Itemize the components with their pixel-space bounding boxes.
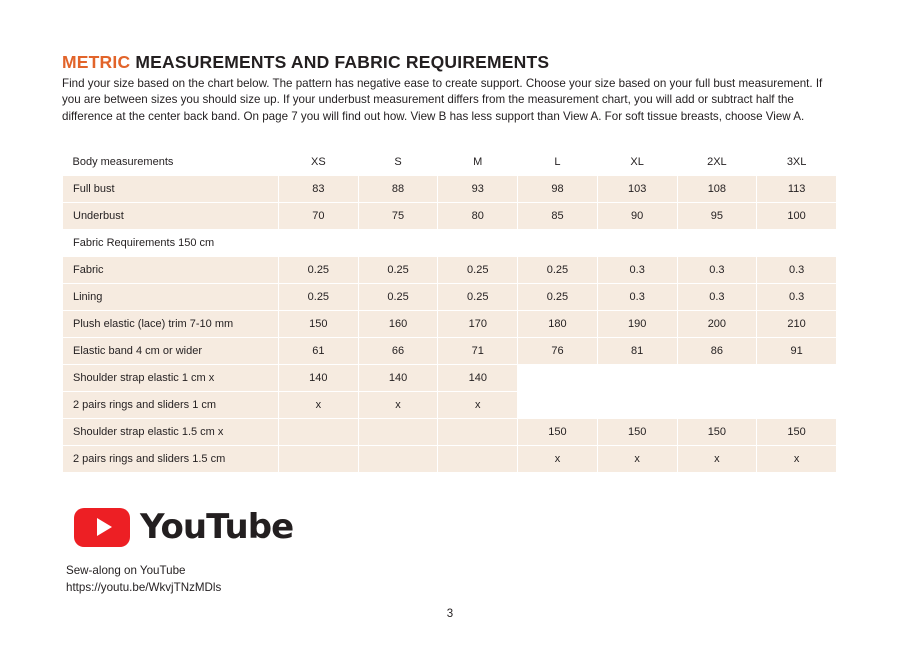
- column-header-size: L: [518, 149, 598, 176]
- table-cell: x: [279, 392, 359, 419]
- table-cell: 160: [358, 311, 438, 338]
- table-cell: 0.25: [518, 284, 598, 311]
- youtube-wordmark: YouTube: [140, 507, 294, 548]
- table-cell: 0.3: [677, 257, 757, 284]
- table-cell: 88: [358, 176, 438, 203]
- table-cell: 81: [597, 338, 677, 365]
- table-row: [63, 257, 837, 284]
- table-cell: 93: [438, 176, 518, 203]
- table-cell: 0.25: [358, 284, 438, 311]
- table-row: [63, 176, 837, 203]
- table-cell: 91: [757, 338, 837, 365]
- table-cell: 0.3: [757, 284, 837, 311]
- table-cell: 150: [279, 311, 359, 338]
- row-label: Elastic band 4 cm or wider: [63, 338, 279, 365]
- table-cell: 103: [597, 176, 677, 203]
- table-cell-empty: [757, 365, 837, 392]
- table-cell: 150: [597, 419, 677, 446]
- table-cell-empty: [757, 392, 837, 419]
- table-row: [63, 419, 837, 446]
- column-header-size: XS: [279, 149, 359, 176]
- page-title: [62, 52, 838, 73]
- table-row: [63, 338, 837, 365]
- row-label: Shoulder strap elastic 1 cm x: [63, 365, 279, 392]
- table-cell-empty: [597, 392, 677, 419]
- table-section-row: [63, 230, 837, 257]
- table-cell-empty: [438, 419, 518, 446]
- column-header-size: 2XL: [677, 149, 757, 176]
- table-cell-empty: [279, 419, 359, 446]
- table-cell: 140: [438, 365, 518, 392]
- table-cell-empty: [677, 392, 757, 419]
- table-cell: 140: [358, 365, 438, 392]
- row-label: Plush elastic (lace) trim 7-10 mm: [63, 311, 279, 338]
- measurements-table: [62, 149, 837, 473]
- table-cell: 0.25: [438, 257, 518, 284]
- table-cell: 85: [518, 203, 598, 230]
- table-cell: 0.25: [279, 257, 359, 284]
- table-cell: 210: [757, 311, 837, 338]
- row-label: Fabric: [63, 257, 279, 284]
- table-cell: 0.25: [438, 284, 518, 311]
- table-cell: 200: [677, 311, 757, 338]
- row-label: Full bust: [63, 176, 279, 203]
- table-cell: 140: [279, 365, 359, 392]
- table-cell-empty: [358, 419, 438, 446]
- table-cell: x: [757, 446, 837, 473]
- table-cell: 108: [677, 176, 757, 203]
- column-header-size: XL: [597, 149, 677, 176]
- table-cell: 0.25: [518, 257, 598, 284]
- table-cell: 98: [518, 176, 598, 203]
- row-label: Underbust: [63, 203, 279, 230]
- table-cell: 0.25: [279, 284, 359, 311]
- youtube-play-icon: [74, 508, 130, 547]
- table-cell: 150: [677, 419, 757, 446]
- table-cell-empty: [518, 365, 598, 392]
- table-row: [63, 446, 837, 473]
- table-cell: x: [518, 446, 598, 473]
- table-cell: 0.3: [597, 257, 677, 284]
- table-cell: 0.3: [597, 284, 677, 311]
- table-cell: 90: [597, 203, 677, 230]
- table-row: [63, 311, 837, 338]
- table-cell: 113: [757, 176, 837, 203]
- table-cell: 80: [438, 203, 518, 230]
- table-cell: 83: [279, 176, 359, 203]
- table-cell-empty: [279, 446, 359, 473]
- table-cell: 0.3: [677, 284, 757, 311]
- table-cell: 61: [279, 338, 359, 365]
- table-cell: x: [677, 446, 757, 473]
- table-cell: 0.3: [757, 257, 837, 284]
- table-row: [63, 365, 837, 392]
- table-cell: 0.25: [358, 257, 438, 284]
- table-cell-empty: [438, 446, 518, 473]
- row-label: 2 pairs rings and sliders 1 cm: [63, 392, 279, 419]
- youtube-link[interactable]: https://youtu.be/WkvjTNzMDls: [66, 581, 222, 595]
- row-label: 2 pairs rings and sliders 1.5 cm: [63, 446, 279, 473]
- table-cell: x: [358, 392, 438, 419]
- page-title-rest: MEASUREMENTS AND FABRIC REQUIREMENTS: [130, 52, 550, 72]
- youtube-logo: [74, 507, 293, 547]
- table-cell: 150: [757, 419, 837, 446]
- table-cell: 170: [438, 311, 518, 338]
- table-cell-empty: [677, 365, 757, 392]
- table-cell: 180: [518, 311, 598, 338]
- table-cell: 66: [358, 338, 438, 365]
- column-header-size: M: [438, 149, 518, 176]
- table-row: [63, 392, 837, 419]
- column-header-body-measurements: Body measurements: [63, 149, 279, 176]
- row-label: Lining: [63, 284, 279, 311]
- youtube-logo-block: [74, 507, 838, 547]
- table-cell-empty: [518, 392, 598, 419]
- row-label: Shoulder strap elastic 1.5 cm x: [63, 419, 279, 446]
- table-body: [63, 149, 837, 473]
- table-row: [63, 284, 837, 311]
- table-cell: 95: [677, 203, 757, 230]
- table-cell-empty: [358, 446, 438, 473]
- table-cell: 190: [597, 311, 677, 338]
- youtube-caption: [66, 563, 838, 597]
- intro-paragraph: Find your size based on the chart below. The pattern has negative ease to create support. Choose your size based on your full bust measurement. If you are between sizes you should size up. If your underbust measurement differs from the measurement chart, you will add or subtract half the difference at the center back band. On page 7 you will find out how. View B has less support than View A. For soft tissue breasts, choose View A.: [62, 77, 823, 123]
- table-cell-empty: [597, 365, 677, 392]
- table-cell: 86: [677, 338, 757, 365]
- table-cell: x: [438, 392, 518, 419]
- column-header-size: S: [358, 149, 438, 176]
- column-header-size: 3XL: [757, 149, 837, 176]
- page-title-metric: METRIC: [62, 52, 131, 72]
- table-cell: 150: [518, 419, 598, 446]
- table-row: [63, 203, 837, 230]
- table-cell: 75: [358, 203, 438, 230]
- table-cell: 71: [438, 338, 518, 365]
- page-number: 3: [446, 608, 454, 620]
- table-cell: 76: [518, 338, 598, 365]
- table-cell: x: [597, 446, 677, 473]
- table-cell: 100: [757, 203, 837, 230]
- youtube-caption-line1: Sew-along on YouTube: [66, 564, 186, 578]
- table-header-row: [63, 149, 837, 176]
- section-title-fabric-requirements: Fabric Requirements 150 cm: [63, 230, 837, 257]
- table-cell: 70: [279, 203, 359, 230]
